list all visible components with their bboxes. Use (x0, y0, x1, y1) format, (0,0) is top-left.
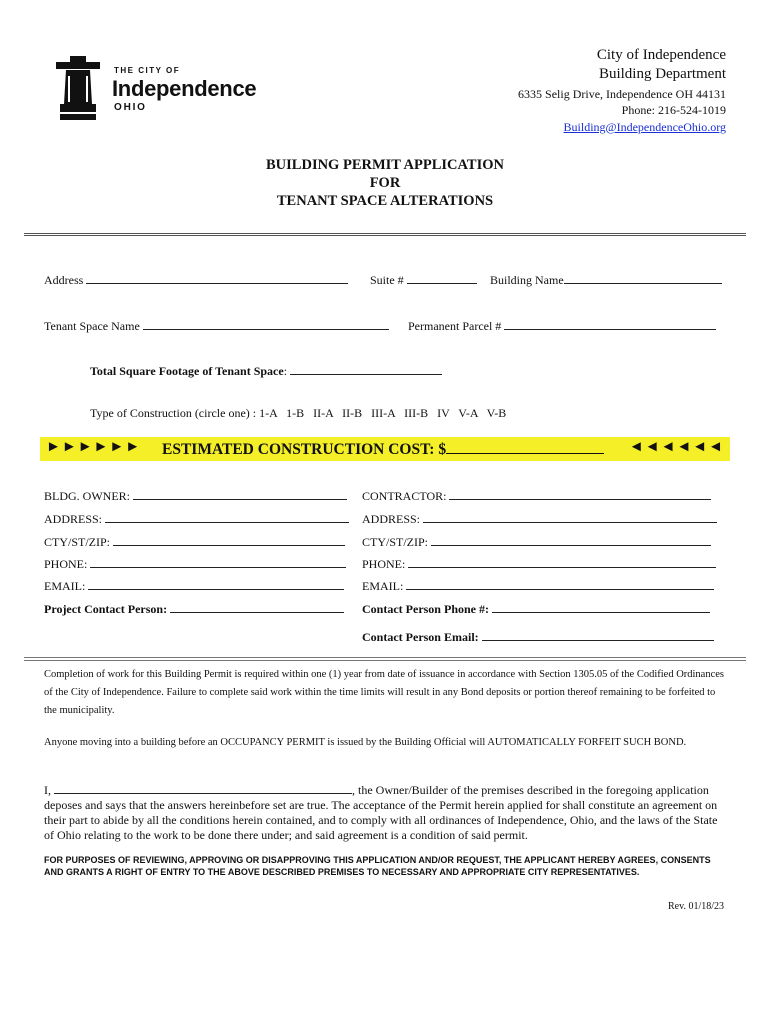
owner-cty-field[interactable] (44, 534, 345, 550)
department-header (518, 46, 726, 136)
contractor-phone-line[interactable] (408, 556, 716, 568)
contractor-cty-label: CTY/ST/ZIP: (362, 535, 429, 549)
department-phone: Phone: 216-524-1019 (621, 103, 726, 117)
contractor-address-line[interactable] (423, 511, 717, 523)
estimated-cost-label: ESTIMATED CONSTRUCTION COST: $ (162, 441, 447, 458)
contractor-line[interactable] (449, 488, 711, 500)
parcel-line[interactable] (504, 318, 716, 330)
tenant-space-name-field[interactable] (44, 318, 389, 334)
sqft-label: Total Square Footage of Tenant Space (90, 364, 284, 378)
address-field[interactable] (44, 272, 348, 288)
bldg-owner-line[interactable] (133, 488, 347, 500)
arrows-right-pointing: ►►►►►► (46, 439, 142, 455)
tenant-space-name-label: Tenant Space Name (44, 319, 140, 333)
occupancy-notice: Anyone moving into a building before an OCCUPANCY PERMIT is issued by the Building Official will AUTOMATICALLY FORFEIT SUCH BOND. (44, 737, 687, 748)
tenant-space-name-line[interactable] (143, 318, 389, 330)
contact-phone-label: Contact Person Phone #: (362, 602, 489, 616)
form-title (0, 156, 770, 210)
contractor-email-field[interactable] (362, 578, 714, 594)
owner-email-field[interactable] (44, 578, 344, 594)
contractor-phone-label: PHONE: (362, 557, 406, 571)
contact-email-field[interactable] (362, 629, 714, 645)
contractor-phone-field[interactable] (362, 556, 716, 572)
project-contact-field[interactable] (44, 601, 344, 617)
completion-notice: Completion of work for this Building Permit is required within one (1) year from date of issuance in accordance with Section 1305.05 of the Codified Ordinances of the City of Independence. Failure to complete said work within the time limits will result in any Bond deposits or portion thereof remaining to be forfeited to the municipality. (44, 669, 725, 716)
arrows-left-pointing: ◄◄◄◄◄◄ (628, 439, 724, 455)
construction-type-label: Type of Construction (circle one) : (90, 406, 257, 420)
divider (24, 660, 746, 661)
right-of-entry-notice: FOR PURPOSES OF REVIEWING, APPROVING OR DISAPPROVING THIS APPLICATION AND/OR REQUEST, THE APPLICANT HEREBY AGREES, CONSENTS AND GRANTS A RIGHT OF ENTRY TO THE ABOVE DESCRIBED PREMISES TO NECESSARY AND APPROPRIATE CITY REPRESENTATIVES. (44, 855, 711, 877)
owner-phone-line[interactable] (90, 556, 346, 568)
bldg-owner-label: BLDG. OWNER: (44, 489, 130, 503)
estimated-cost-field[interactable] (162, 440, 604, 459)
city-logo (52, 54, 282, 124)
department-address: 6335 Selig Drive, Independence OH 44131 (518, 87, 726, 101)
address-label: Address (44, 273, 84, 287)
revision-date: Rev. 01/18/23 (667, 901, 724, 912)
oath-prefix: I, (44, 783, 51, 797)
title-line-2: FOR (369, 175, 401, 191)
bldg-owner-field[interactable] (44, 488, 347, 504)
owner-oath (44, 782, 728, 843)
title-line-1: BUILDING PERMIT APPLICATION (266, 157, 504, 173)
owner-address-label: ADDRESS: (44, 512, 103, 526)
suite-field[interactable] (370, 272, 477, 288)
sqft-line[interactable] (290, 363, 442, 375)
owner-email-line[interactable] (88, 578, 344, 590)
liberty-bell-icon (52, 54, 108, 122)
contractor-cty-line[interactable] (431, 534, 711, 546)
project-contact-label: Project Contact Person: (44, 602, 168, 616)
contractor-field[interactable] (362, 488, 711, 504)
contact-email-label: Contact Person Email: (362, 630, 479, 644)
contact-phone-field[interactable] (362, 601, 710, 617)
parcel-field[interactable] (408, 318, 716, 334)
oath-text: , the Owner/Builder of the premises described in the foregoing application deposes and says that the answers hereinbefore set are true. The acceptance of the Permit herein applied for shall constitute an agreement on their part to abide by all the conditions herein contained, and to comply with all ordinances of Independence, Ohio, and the laws of the State of Ohio relating to the work to be done there under; and said agreement is a condition of said permit. (44, 783, 718, 842)
divider (24, 233, 746, 236)
project-contact-line[interactable] (170, 601, 344, 613)
contractor-label: CONTRACTOR: (362, 489, 447, 503)
contact-email-line[interactable] (482, 629, 714, 641)
owner-cty-label: CTY/ST/ZIP: (44, 535, 111, 549)
owner-phone-label: PHONE: (44, 557, 88, 571)
estimated-cost-banner (40, 437, 730, 461)
building-name-line[interactable] (564, 272, 722, 284)
department-email-link[interactable]: Building@IndependenceOhio.org (563, 120, 726, 134)
contractor-cty-field[interactable] (362, 534, 711, 550)
owner-phone-field[interactable] (44, 556, 346, 572)
suite-line[interactable] (407, 272, 477, 284)
owner-email-label: EMAIL: (44, 579, 86, 593)
estimated-cost-line[interactable] (446, 440, 604, 454)
building-name-label: Building Name (490, 273, 564, 287)
building-name-field[interactable] (490, 272, 722, 288)
contractor-email-line[interactable] (406, 578, 714, 590)
parcel-label: Permanent Parcel # (408, 319, 502, 333)
sqft-field[interactable]: Total Square Footage of Tenant Space: (90, 363, 442, 379)
department-name: Building Department (598, 66, 726, 82)
contractor-email-label: EMAIL: (362, 579, 404, 593)
owner-cty-line[interactable] (113, 534, 345, 546)
address-line[interactable] (86, 272, 348, 284)
owner-address-line[interactable] (105, 511, 349, 523)
contractor-address-field[interactable] (362, 511, 717, 527)
construction-type-field[interactable] (90, 406, 506, 421)
title-line-3: TENANT SPACE ALTERATIONS (276, 193, 494, 209)
contact-phone-line[interactable] (492, 601, 710, 613)
logo-state: OHIO (114, 102, 147, 113)
divider (24, 657, 746, 658)
construction-type-options[interactable]: 1-A 1-B II-A II-B III-A III-B IV V-A V-B (259, 406, 507, 420)
owner-address-field[interactable] (44, 511, 349, 527)
suite-label: Suite # (370, 273, 404, 287)
contractor-address-label: ADDRESS: (362, 512, 421, 526)
logo-name: Independence (112, 76, 257, 101)
logo-the-city-of: THE CITY OF (114, 66, 181, 75)
oath-name-line[interactable] (54, 782, 352, 794)
city-name: City of Independence (596, 47, 726, 63)
